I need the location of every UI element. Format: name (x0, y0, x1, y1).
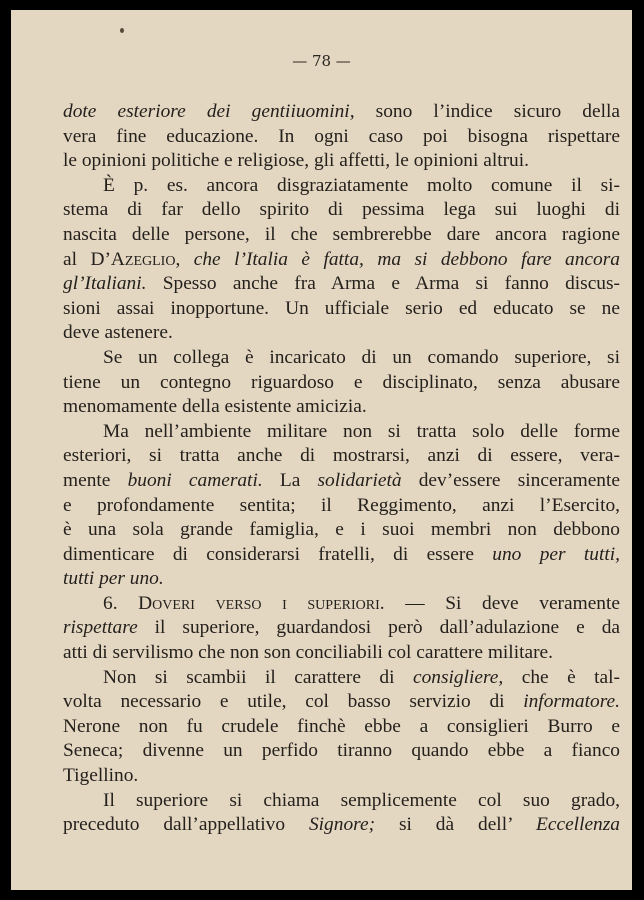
text-segment: Nerone non fu crudele finchè ebbe a consiglieri Burro e (63, 715, 620, 737)
text-segment: solidarietà (317, 469, 402, 491)
text-line (63, 100, 620, 125)
text-line (63, 567, 620, 592)
text-segment: dev’essere sinceramente (401, 469, 620, 491)
body-text (63, 100, 620, 838)
text-line (63, 543, 620, 568)
text-segment: La (262, 469, 318, 491)
text-line (63, 739, 620, 764)
text-segment: esteriori, si tratta anche di mostrarsi, anzi di essere, vera- (63, 445, 620, 467)
text-segment: È p. es. ancora disgraziatamente molto comune il si- (103, 174, 620, 196)
text-segment: dote esteriore dei gentiiuomini, (63, 101, 355, 122)
text-line (63, 469, 620, 494)
text-line (63, 321, 620, 346)
text-line (63, 272, 620, 297)
ink-speck (120, 28, 124, 33)
text-line (63, 420, 620, 445)
text-segment: e profondamente sentita; il Reggimento, anzi l’Esercito, (63, 494, 620, 516)
text-segment: che l’Italia è fatta, ma si debbono fare ancora (193, 248, 620, 270)
text-segment: deve astenere. (63, 322, 173, 344)
text-line (63, 641, 620, 666)
text-segment: — Si deve veramente (384, 592, 620, 614)
text-segment: Tigellino. (63, 765, 139, 787)
text-line (63, 125, 620, 150)
text-line (63, 198, 620, 223)
text-line (63, 346, 620, 371)
text-line (63, 297, 620, 322)
text-segment: Spesso anche fra Arma e Arma si fanno discus- (146, 273, 620, 295)
text-segment: , (175, 248, 194, 270)
text-segment: rispettare (63, 617, 138, 639)
text-segment: che è tal- (503, 666, 620, 688)
text-line (63, 690, 620, 715)
book-page (11, 10, 632, 890)
text-line (63, 616, 620, 641)
text-line (63, 764, 620, 789)
text-segment: è una sola grande famiglia, e i suoi membri non debbono (63, 519, 620, 541)
text-segment: stema di far dello spirito di pessima lega sui luoghi di (63, 199, 620, 221)
text-segment: Azeglio (110, 248, 176, 270)
text-segment: menomamente della esistente amicizia. (63, 396, 367, 418)
text-segment: Signore; (308, 814, 376, 836)
text-segment: mente (63, 469, 128, 491)
text-segment: 6. (103, 592, 139, 614)
text-segment: le opinioni politiche e religiose, gli affetti, le opinioni altrui. (63, 150, 529, 172)
text-segment: Eccellenza (536, 814, 620, 836)
text-segment: preceduto dall’appellativo (63, 814, 309, 836)
text-segment: buoni camerati. (127, 469, 263, 491)
text-line (63, 813, 620, 838)
page-number: — 78 — (292, 52, 351, 70)
text-line (63, 444, 620, 469)
text-line (63, 494, 620, 519)
text-line (63, 149, 620, 174)
text-line (63, 518, 620, 543)
text-line (63, 789, 620, 814)
text-segment: sioni assai inopportune. Un ufficiale serio ed educato se ne (63, 297, 620, 319)
text-line (63, 715, 620, 740)
text-segment: Il superiore si chiama semplicemente col suo grado, (103, 789, 620, 811)
text-segment: gl’Italiani. (63, 273, 147, 295)
text-line (63, 174, 620, 199)
text-segment: dimenticare di considerarsi fratelli, di essere (63, 543, 493, 565)
text-segment: Non si scambii il carattere di (103, 666, 413, 688)
text-segment: vera fine educazione. In ogni caso poi bisogna rispettare (63, 125, 620, 147)
text-segment: consigliere, (412, 666, 504, 688)
text-segment: Se un collega è incaricato di un comando superiore, si (103, 346, 620, 368)
text-line (63, 592, 620, 617)
text-segment: Ma nell’ambiente militare non si tratta solo delle forme (103, 420, 620, 442)
text-line (63, 371, 620, 396)
text-segment: atti di servilismo che non son conciliabili col carattere militare. (63, 642, 553, 664)
text-segment: tiene un contegno riguardoso e disciplinato, senza abusare (63, 371, 620, 393)
text-segment: si dà dell’ (375, 814, 537, 836)
text-segment: al D’ (63, 248, 111, 270)
text-line (63, 666, 620, 691)
text-segment: uno per tutti, (492, 543, 620, 565)
text-segment: nascita delle persone, il che sembrerebbe dare ancora ragione (63, 223, 620, 245)
text-segment: tutti per uno. (63, 568, 164, 590)
text-line (63, 248, 620, 273)
text-segment: il superiore, guardandosi però dall’adulazione e da (137, 617, 620, 639)
text-segment: Doveri verso i superiori. (138, 592, 385, 614)
text-segment: volta necessario e utile, col basso servizio di (63, 691, 524, 713)
text-segment: Seneca; divenne un perfido tiranno quando ebbe a fianco (63, 740, 620, 762)
text-segment: informatore. (523, 691, 620, 713)
text-line (63, 223, 620, 248)
text-line (63, 395, 620, 420)
text-segment: sono l’indice sicuro della (354, 101, 620, 122)
